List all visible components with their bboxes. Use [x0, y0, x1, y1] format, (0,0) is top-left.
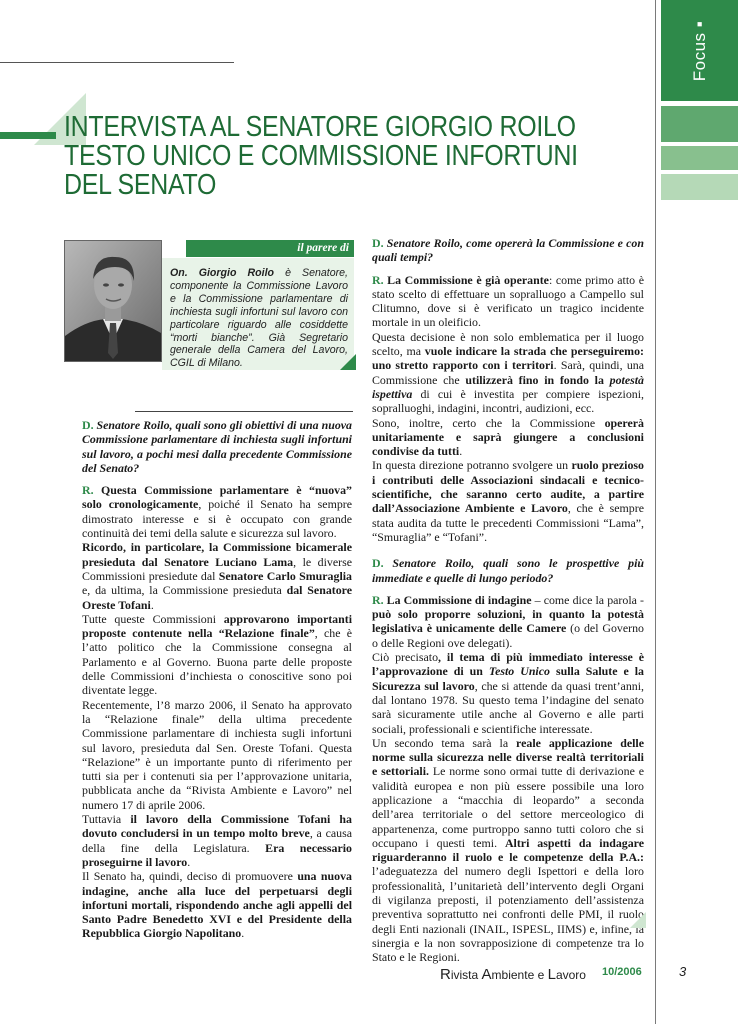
title-accent-bar	[0, 132, 56, 139]
page-title	[64, 111, 578, 201]
paragraph: Un secondo tema sarà la reale applicazione delle norme sulla sicurezza nelle diverse realtà territoriali e settoriali. Le norme sono ormai tutte di derivazione e validità europea e non più essere possibile una loro applicazione a “macchia di leopardo” a seconda dell’area territoriale o del settore merceologico di appartenenza, come purtroppo sanno tutti coloro che si occupano i questi temi. Altri aspetti da indagare riguarderanno il ruolo e le competenze della P.A.: l’adeguatezza del numero degli Ispettori e della loro professionalità, l’unitarietà dell’intervento degli Organi di vigilanza preposti, il potenziamento dell’assistenza preventiva soprattutto nei confronti delle PMI, il ruolo degli Enti nazionali (INAIL, ISPESL, IIMS) e, infine, la sinergia e la non sovrapposizione di competenze tra lo Stato e le Regioni.	[372, 735, 644, 965]
tab-decoration-block	[661, 174, 738, 200]
profile-bio	[170, 267, 348, 370]
profile-label: il parere di	[297, 242, 349, 254]
end-triangle	[630, 912, 646, 928]
title-line: TESTO UNICO E COMMISSIONE INFORTUNI	[64, 140, 578, 172]
title-line: INTERVISTA AL SENATORE GIORGIO ROILO	[64, 111, 576, 143]
paragraph: Ciò precisato, il tema di più immediato interesse è l’approvazione di un Testo Unico sulla Salute e la Sicurezza sul lavoro, che si attende da quasi trent’anni, dal lontano 1978. Su questo tema l’indagine del senato sarà sicuramente utile anche al Governo e alle parti sociali, professionali e scientifiche interessate.	[372, 650, 645, 736]
question-2: D. Senatore Roilo, come opererà la Commissione e con quali tempi?	[372, 236, 644, 265]
tab-decoration-block	[661, 106, 738, 142]
right-column	[372, 236, 644, 965]
profile-name: On. Giorgio Roilo	[170, 267, 274, 279]
issue-number: 10/2006	[602, 966, 642, 978]
section-tab-label: Focus ▪	[689, 20, 709, 81]
paragraph: In questa direzione potranno svolgere un ruolo prezioso i contributi delle Associazioni sindacali e tecnico-scientifiche, che saranno certo audite, a partire dall’Associazione Ambiente e Lavoro, che è sempre stata audita da tutte le precedenti Commissioni “Lama”, “Smuraglia” e “Tofani”.	[372, 458, 644, 544]
paragraph: Il Senato ha, quindi, deciso di promuovere una nuova indagine, anche alla luce del perpetuarsi degli infortuni mortali, rispondendo anche agli appelli del Santo Padre Benedetto XVI e del Presidente della Repubblica Giorgio Napolitano.	[82, 869, 352, 941]
magazine-name: Rivista Ambiente e Lavoro	[440, 966, 586, 983]
question-1: D. Senatore Roilo, quali sono gli obiettivi di una nuova Commissione parlamentare di inchiesta sugli infortuni sul lavoro, a pochi mesi dalla precedente Commissione del Senato?	[82, 418, 352, 475]
side-divider	[655, 0, 656, 1024]
question-rule	[135, 411, 353, 412]
paragraph: Recentemente, l’8 marzo 2006, il Senato ha approvato la “Relazione finale” della ultima precedente Commissione parlamentare di inchiesta sugli infortuni sul lavoro, presieduta dal Sen. Oreste Tofani. Questa “Relazione” è un importante punto di riferimento per tutti sia per i contenuti sia per l’approvazione unitaria, pubblicata anche da “Rivista Ambiente e Lavoro” nel numero 17 di aprile 2006.	[82, 697, 352, 812]
portrait-photo	[64, 240, 162, 362]
paragraph: Questa decisione è non solo emblematica per il luogo scelto, ma vuole indicare la strada che perseguiremo: uno stretto rapporto con i territori. Sarà, quindi, una Commissione che utilizzerà fino in fondo la potestà ispettiva di cui è investita per compiere ispezioni, sopralluoghi, indagini, incontri, audizioni, ecc.	[372, 329, 644, 416]
tab-decoration-block	[661, 146, 738, 170]
left-column	[82, 418, 352, 941]
paragraph: Ricordo, in particolare, la Commissione bicamerale presieduta dal Senatore Luciano Lama, le diverse Commissioni presiedute dal Senatore Carlo Smuraglia e, da ultima, la Commissione presieduta dal Senatore Oreste Tofani.	[82, 540, 353, 612]
answer-3: R. La Commissione di indagine – come dice la parola - può solo proporre soluzioni, in quanto la potestà legislativa è unicamente delle Camere (o del Governo o delle Regioni ove delegati).	[372, 592, 645, 650]
paragraph: Tutte queste Commissioni approvarono importanti proposte contenute nella “Relazione finale”, che è l’atto politico che la Commissione consegna al Parlamento e al Governo. Buona parte delle proposte delle Commissioni d’inchiesta o conoscitive sono poi diventate legge.	[82, 611, 353, 698]
paragraph: Tuttavia il lavoro della Commissione Tofani ha dovuto concludersi in un tempo molto breve, a causa della fine della Legislatura. Era necessario proseguirne il lavoro.	[82, 812, 352, 869]
page-number: 3	[679, 964, 687, 979]
profile-bio-text: è Senatore, componente la Commissione Lavoro e la Commissione parlamentare di inchiesta sugli infortuni sul lavoro con particolare riguardo alle cosiddette “morti bianche”. Già Segretario generale della Camera del Lavoro, CGIL di Milano.	[170, 267, 348, 370]
top-rule	[0, 62, 234, 63]
question-3: D. Senatore Roilo, quali sono le prospettive più immediate e quelle di lungo periodo?	[372, 556, 644, 585]
paragraph: Sono, inoltre, certo che la Commissione opererà unitariamente e saprà giungere a conclusioni condivise da tutti.	[372, 415, 644, 459]
answer-1: R. Questa Commissione parlamentare è “nuova” solo cronologicamente, poiché il Senato ha sempre dimostrato interesse e si è occupato con grande continuità dei temi della salute e sicurezza sul lavoro.	[82, 483, 352, 541]
title-line: DEL SENATO	[64, 169, 217, 201]
box-corner-triangle	[340, 354, 356, 370]
answer-2: R. La Commissione è già operante: come primo atto è stato scelto di effettuare un sopralluogo a Campello sul Clitumno, dove si è verificato un tragico incidente mortale in un oleificio.	[372, 272, 644, 330]
